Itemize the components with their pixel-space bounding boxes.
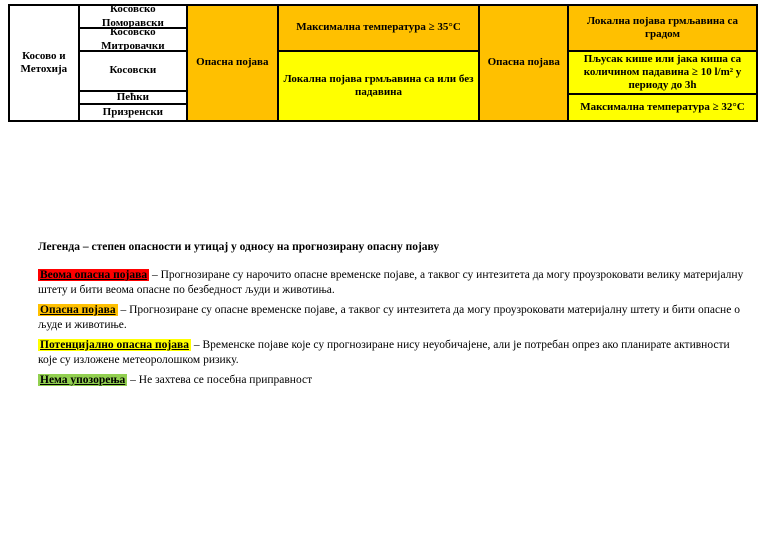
phenomena-column-1 bbox=[279, 6, 481, 120]
warning-level-cell-1: Опасна појава bbox=[188, 6, 277, 120]
legend-title: Легенда – степен опасности и утицај у односу на прогнозирану опасну појаву bbox=[38, 241, 440, 253]
subregion-cell-prizrenski: Призренски bbox=[102, 105, 163, 118]
legend-chip-no-warning: Нема упозорења bbox=[40, 373, 126, 386]
subregion-cell-pecki: Пећки bbox=[80, 92, 186, 105]
phenomenon-cell-max-temp-35: Максимална температура ≥ 35°С bbox=[279, 6, 479, 52]
legend-text-dangerous: – Прогнозиране су опасне временске појаве, а таквог су интезитета да могу проузроковати материјалну штету и бити опасне о људе и животиње. bbox=[38, 303, 740, 331]
phenomenon-cell-thunder-hail: Локална појава грмљавина са градом bbox=[569, 6, 756, 52]
legend bbox=[38, 240, 750, 392]
subregion-cell-kosovsko-pomoravski: Косовско Поморавски bbox=[80, 6, 186, 29]
legend-entry-no-warning bbox=[38, 373, 750, 389]
phenomena-column-2 bbox=[569, 6, 756, 120]
warning-level-column-2 bbox=[480, 6, 569, 120]
phenomenon-cell-max-temp-32: Максимална температура ≥ 32°С bbox=[569, 95, 756, 120]
subregion-cell-kosovski: Косовски bbox=[80, 52, 186, 92]
legend-text-no-warning: – Не захтева се посебна приправност bbox=[130, 373, 313, 386]
legend-entry-potentially-dangerous bbox=[38, 338, 750, 369]
phenomenon-cell-heavy-rain: Пљусак кише или јака киша са количином падавина ≥ 10 l/m² у периоду до 3h bbox=[569, 52, 756, 95]
region-group-column bbox=[10, 6, 80, 120]
legend-entry-dangerous bbox=[38, 303, 750, 334]
subregion-cell-kosovsko-mitrovacki: Косовско Митровачки bbox=[80, 29, 186, 52]
warning-table bbox=[8, 4, 758, 122]
phenomenon-cell-local-thunder: Локална појава грмљавина са или без падавина bbox=[279, 52, 479, 120]
legend-chip-dangerous: Опасна појава bbox=[40, 303, 116, 316]
subregion-column bbox=[80, 3, 188, 120]
warning-level-cell-2: Опасна појава bbox=[480, 6, 567, 120]
legend-text-very-dangerous: – Прогнозиране су нарочито опасне временске појаве, а таквог су интезитета да могу проузроковати велику материјалну штету и бити веома опасне по безбедност људи и животиња. bbox=[38, 268, 744, 296]
legend-entry-very-dangerous bbox=[38, 268, 750, 299]
warning-level-column-1 bbox=[188, 6, 279, 120]
region-group-cell: Косово и Метохија bbox=[20, 49, 68, 75]
legend-chip-potentially-dangerous: Потенцијално опасна појава bbox=[40, 338, 189, 351]
legend-text-potentially-dangerous: – Временске појаве које су прогнозиране нису неуобичајене, али је потребан опрез ако планирате активности које су изложене метеоролошком ризику. bbox=[38, 338, 730, 366]
legend-chip-very-dangerous: Веома опасна појава bbox=[40, 268, 148, 281]
